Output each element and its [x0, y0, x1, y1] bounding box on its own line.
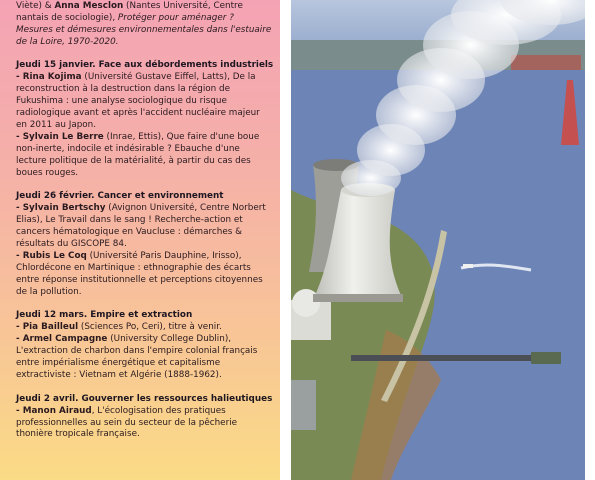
talk-text: cancers hématologique en Vaucluse : démarches &: [16, 227, 242, 238]
talk-line: [16, 227, 274, 239]
talk-line: [16, 429, 274, 441]
talk-text: résultats du GISCOPE 84.: [16, 239, 127, 249]
talk-text: (Université Gustave Eiffel, Latts), De la: [81, 72, 256, 83]
session-heading: Jeudi 15 janvier. Face aux débordements industriels: [16, 60, 274, 71]
speaker-name: Anna Mesclon: [54, 0, 124, 11]
program-session: [16, 310, 274, 393]
talk-text: reconstruction à la destruction dans la région de: [16, 84, 231, 95]
talk-text: en 2011 au Japon.: [16, 119, 97, 130]
session-heading: Jeudi 12 mars. Empire et extraction: [16, 310, 193, 321]
talk-text: (University College Dublin),: [107, 334, 232, 345]
aerial-nuclear-plant-image: [291, 0, 585, 480]
talk-text: Chlordécone en Martinique : ethnographie des écarts: [16, 262, 251, 273]
tower-base: [313, 294, 403, 302]
list-dash: -: [16, 405, 23, 416]
talk-line: [16, 418, 274, 430]
talk-text: Fukushima : une analyse sociologique du risque: [16, 96, 227, 107]
affiliation: Viète) &: [16, 0, 55, 11]
speaker-name: Armel Campagne: [22, 334, 108, 345]
list-dash: -: [16, 334, 23, 345]
talk-text: entre impérialisme énergétique et capitalisme: [16, 358, 221, 369]
talk-line: [16, 334, 274, 346]
jetty: [351, 355, 551, 361]
talk-line: [16, 96, 274, 108]
jetty-head: [531, 352, 561, 364]
session-heading: Jeudi 2 avril. Gouverner les ressources halieutiques: [16, 393, 273, 404]
speaker-name: Sylvain Le Berre: [22, 131, 104, 142]
talk-line: [16, 120, 274, 132]
talk-text: Elias), Le Travail dans le sang ! Recherche-action et: [16, 215, 243, 226]
talk-text: (Sciences Po, Ceri), titre à venir.: [78, 322, 222, 333]
talk-text: non-inerte, indocile et indésirable ? Ebauche d'une: [16, 143, 240, 154]
talk-line: [16, 156, 274, 168]
list-dash: -: [16, 322, 23, 333]
intro-line: de la Loire, 1970-2020.: [16, 36, 119, 47]
reactor-dome: [292, 289, 320, 317]
speaker-name: Rina Kojima: [22, 72, 82, 83]
speaker-name: Manon Airaud: [22, 405, 92, 416]
plant-annex: [291, 380, 316, 430]
talk-line: [16, 132, 274, 144]
talk-line: [16, 370, 274, 382]
affiliation: nantais de sociologie),: [16, 12, 118, 23]
speaker-name: Pia Bailleul: [22, 322, 79, 333]
speaker-name: Rubis Le Coq: [22, 250, 87, 261]
talk-text: (Université Paris Dauphine, Irisso),: [86, 250, 242, 261]
talk-text: radiologique avant et après l'accident nucléaire majeur: [16, 108, 260, 119]
talk-line: [16, 168, 274, 180]
talk-line: [16, 239, 274, 251]
session-heading: Jeudi 26 février. Cancer et environnement: [16, 191, 224, 202]
talk-line: [16, 287, 274, 299]
power-plant-photo: [291, 0, 585, 480]
talk-title: Protéger pour aménager ?: [117, 12, 234, 23]
talk-line: [16, 215, 274, 227]
talk-text: boues rouges.: [16, 167, 79, 178]
talk-line: [16, 358, 274, 370]
talk-line: [16, 406, 274, 418]
program-session: [16, 191, 274, 310]
talk-line: [16, 275, 274, 287]
list-dash: -: [16, 72, 23, 83]
talk-line: [16, 84, 274, 96]
talk-text: lecture politique de la matérialité, à partir du cas des: [16, 155, 251, 166]
talk-text: (Avignon Université, Centre Norbert: [105, 203, 266, 214]
program-panel: [0, 0, 280, 480]
intro-line: [16, 13, 274, 25]
program-text: [16, 0, 274, 453]
talk-line: [16, 263, 274, 275]
talk-line: [16, 251, 274, 263]
affiliation: (Nantes Université, Centre: [123, 0, 243, 11]
talk-text: L'extraction de charbon dans l'empire colonial français: [16, 346, 258, 357]
list-dash: -: [16, 131, 23, 142]
program-session: [16, 394, 274, 454]
talk-line: [16, 346, 274, 358]
talk-text: (Inrae, Ettis), Que faire d'une boue: [103, 131, 260, 142]
speaker-name: Sylvain Bertschy: [22, 203, 106, 214]
list-dash: -: [16, 203, 23, 214]
talk-text: thonière tropicale française.: [16, 429, 140, 440]
talk-line: [16, 203, 274, 215]
talk-line: [16, 322, 274, 334]
talk-line: [16, 72, 274, 84]
talk-text: de la pollution.: [16, 286, 82, 297]
talk-text: professionnelles au sein du secteur de la pêcherie: [16, 417, 238, 428]
talk-text: entre réponse institutionnelle et perceptions citoyennes: [16, 274, 263, 285]
talk-line: [16, 108, 274, 120]
program-session: [16, 60, 274, 191]
talk-text: extractiviste : Vietnam et Algérie (1888-1962).: [16, 369, 222, 380]
talk-text: , L'écologisation des pratiques: [91, 405, 226, 416]
list-dash: -: [16, 250, 23, 261]
talk-line: [16, 144, 274, 156]
boat: [463, 264, 473, 268]
intro-line: Mesures et démesures environnementales dans l'estuaire: [16, 24, 272, 35]
intro-line: [16, 1, 274, 13]
